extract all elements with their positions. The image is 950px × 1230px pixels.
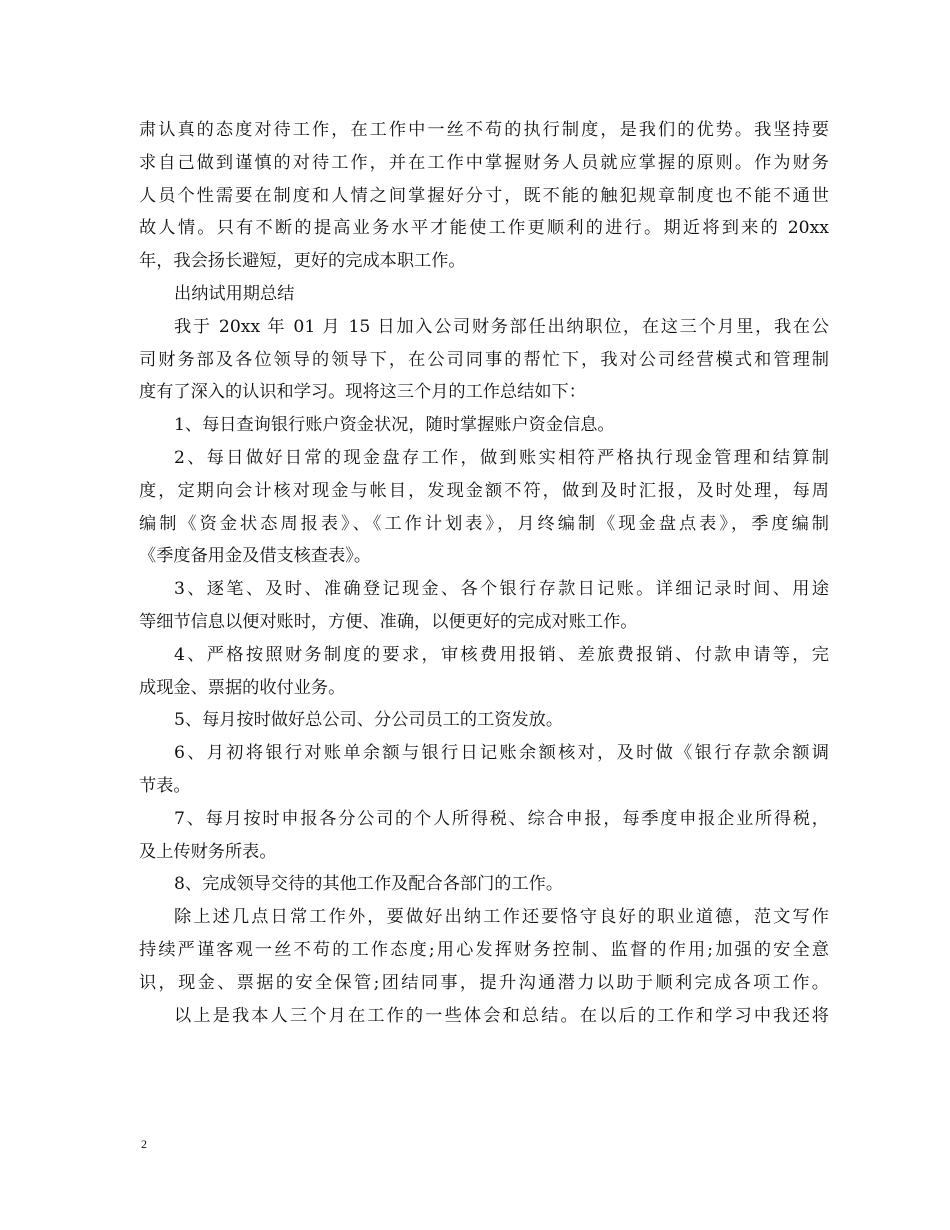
text-line: 5、每月按时做好总公司、分公司员工的工资发放。	[174, 710, 564, 731]
text-line: 人员个性需要在制度和人情之间掌握好分寸，既不能的触犯规章制度也不能不通世	[139, 185, 829, 206]
page-number: 2	[141, 1137, 147, 1151]
text-line: 7、每月按时申报各分公司的个人所得税、综合申报，每季度申报企业所得税，	[174, 808, 829, 829]
text-line: 识，现金、票据的安全保管;团结同事，提升沟通潜力以助于顺利完成各项工作。	[139, 972, 829, 993]
text-line: 等细节信息以便对账时，方便、准确，以便更好的完成对账工作。	[139, 611, 638, 632]
text-line: 度有了深入的认识和学习。现将这三个月的工作总结如下：	[139, 382, 586, 403]
text-line: 故人情。只有不断的提高业务水平才能使工作更顺利的进行。期近将到来的 20xx	[139, 218, 829, 239]
text-line: 及上传财务所表。	[139, 841, 277, 862]
text-line: 年，我会扬长避短，更好的完成本职工作。	[139, 251, 466, 272]
text-line: 度，定期向会计核对现金与帐目，发现金额不符，做到及时汇报，及时处理，每周	[139, 480, 829, 501]
text-line: 持续严谨客观一丝不苟的工作态度;用心发挥财务控制、监督的作用;加强的安全意	[139, 939, 829, 960]
text-line: 2、每日做好日常的现金盘存工作，做到账实相符严格执行现金管理和结算制	[174, 447, 829, 468]
text-line: 编制《资金状态周报表》、《工作计划表》，月终编制《现金盘点表》，季度编制	[139, 513, 829, 534]
text-line: 出纳试用期总结	[174, 283, 295, 304]
text-line: 肃认真的态度对待工作，在工作中一丝不苟的执行制度，是我们的优势。我坚持要	[139, 120, 829, 140]
text-line: 8、完成领导交待的其他工作及配合各部门的工作。	[174, 874, 564, 895]
text-line: 求自己做到谨慎的对待工作，并在工作中掌握财务人员就应掌握的原则。作为财务	[139, 152, 829, 173]
text-line: 司财务部及各位领导的领导下，在公司同事的帮忙下，我对公司经营模式和管理制	[139, 349, 829, 370]
text-line: 以上是我本人三个月在工作的一些体会和总结。在以后的工作和学习中我还将	[174, 1005, 829, 1026]
text-line: 成现金、票据的收付业务。	[139, 677, 346, 698]
text-line: 我于 20xx 年 01 月 15 日加入公司财务部任出纳职位，在这三个月里，我在公	[174, 316, 829, 337]
text-line: 节表。	[139, 775, 191, 796]
text-line: 《季度备用金及借支核查表》。	[139, 546, 372, 567]
text-line: 4、严格按照财务制度的要求，审核费用报销、差旅费报销、付款申请等，完	[174, 644, 829, 665]
text-line: 3、逐笔、及时、准确登记现金、各个银行存款日记账。详细记录时间、用途	[174, 579, 829, 600]
text-line: 1、每日查询银行账户资金状况，随时掌握账户资金信息。	[174, 415, 615, 436]
text-line: 除上述几点日常工作外，要做好出纳工作还要恪守良好的职业道德，范文写作	[174, 907, 829, 928]
text-line: 6、月初将银行对账单余额与银行日记账余额核对，及时做《银行存款余额调	[174, 743, 829, 764]
document-body	[139, 114, 829, 1032]
